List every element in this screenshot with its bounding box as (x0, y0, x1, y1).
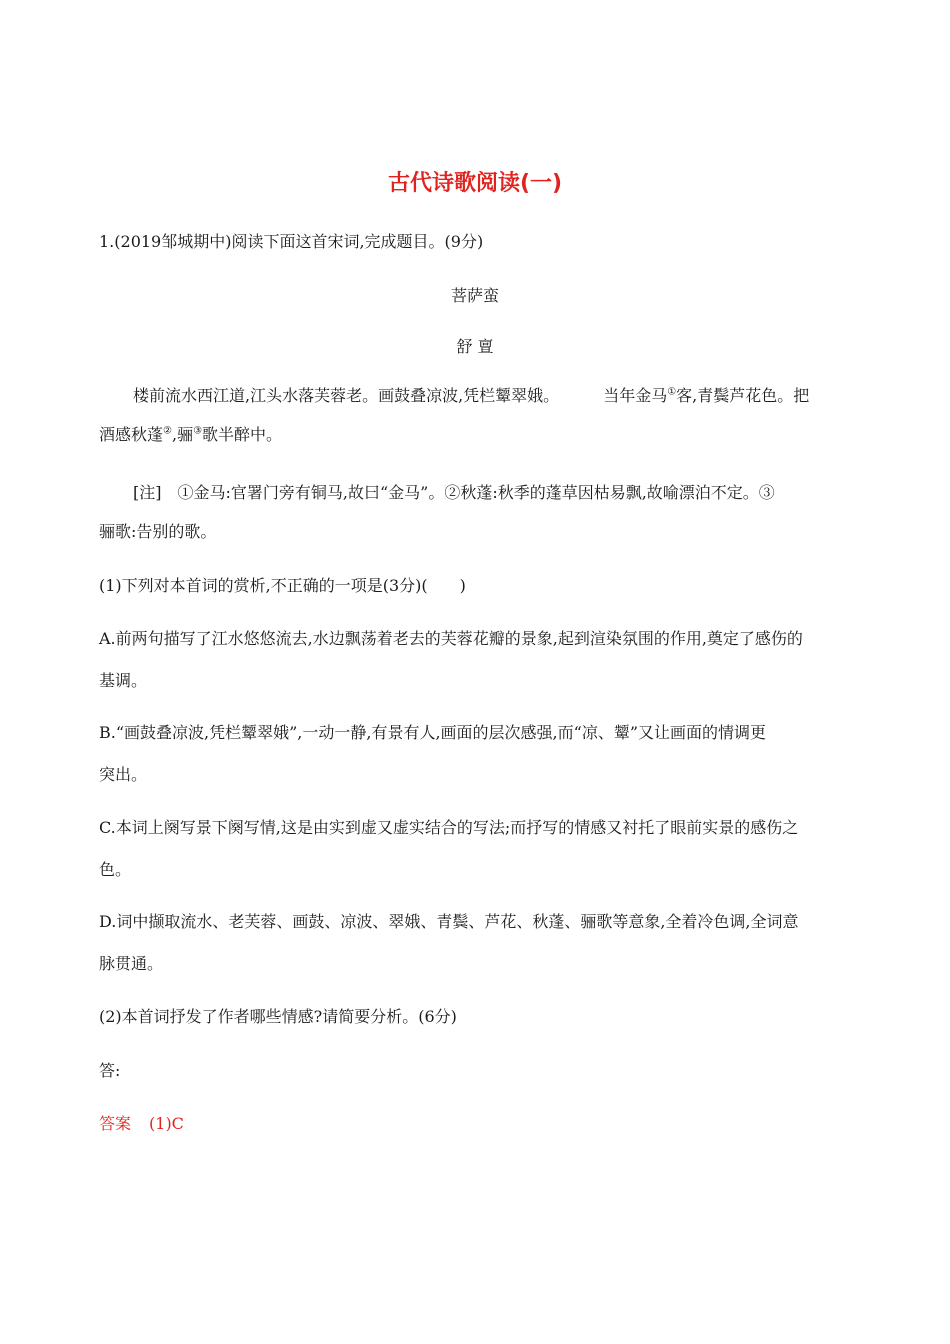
option-b-line-1: B.“画鼓叠凉波,凭栏颦翠娥”,一动一静,有景有人,画面的层次感强,而“凉、颦”又让画面的情调更 (99, 723, 766, 742)
answer-value: (1)C (149, 1114, 184, 1133)
footnote-mark-3: ③ (193, 425, 203, 437)
poem-author: 舒 亶 (456, 337, 494, 356)
option-a-line-1: A.前两句描写了江水悠悠流去,水边飘荡着老去的芙蓉花瓣的景象,起到渲染氛围的作用,奠定了感伤的 (99, 629, 803, 648)
subquestion-2-prompt: (2)本首词抒发了作者哪些情感?请简要分析。(6分) (99, 1007, 457, 1026)
footnote-mark-1: ① (667, 386, 677, 398)
answer-prompt: 答: (99, 1061, 121, 1080)
answer-line (99, 1114, 184, 1134)
poem-line-2 (99, 425, 282, 445)
question-intro: 1.(2019邹城期中)阅读下面这首宋词,完成题目。(9分) (99, 232, 484, 251)
poem-text-part2a: 当年金马 (603, 386, 668, 405)
subquestion-1-prompt: (1)下列对本首词的赏析,不正确的一项是(3分)( ) (99, 576, 466, 595)
option-d-line-1: D.词中撷取流水、老芙蓉、画鼓、凉波、翠娥、青鬓、芦花、秋蓬、骊歌等意象,全着冷色调,全词意 (99, 912, 799, 931)
note-line-2: 骊歌:告别的歌。 (99, 522, 217, 541)
poem-text-part3b: ,骊 (171, 425, 194, 444)
page-title: 古代诗歌阅读(一) (387, 171, 563, 196)
poem-text-part3c: 歌半醉中。 (202, 425, 283, 444)
poem-text-part3a: 酒感秋蓬 (99, 425, 164, 444)
option-c-line-2: 色。 (99, 860, 132, 879)
option-a-line-2: 基调。 (99, 671, 148, 690)
note-line-1: [注] ①金马:官署门旁有铜马,故曰“金马”。②秋蓬:秋季的蓬草因枯易飘,故喻漂泊不定。③ (133, 483, 775, 502)
footnote-mark-2: ② (163, 425, 172, 437)
option-d-line-2: 脉贯通。 (99, 954, 164, 973)
option-b-line-2: 突出。 (99, 765, 148, 784)
poem-text-part2b: 客,青鬓芦花色。把 (676, 386, 810, 405)
poem-line-1 (133, 386, 809, 406)
poem-text-part1: 楼前流水西江道,江头水落芙蓉老。画鼓叠凉波,凭栏颦翠娥。 (133, 386, 560, 405)
option-c-line-1: C.本词上阕写景下阕写情,这是由实到虚又虚实结合的写法;而抒写的情感又衬托了眼前实景的感伤之 (99, 818, 799, 837)
answer-label: 答案 (99, 1114, 132, 1133)
poem-title: 菩萨蛮 (450, 286, 499, 305)
